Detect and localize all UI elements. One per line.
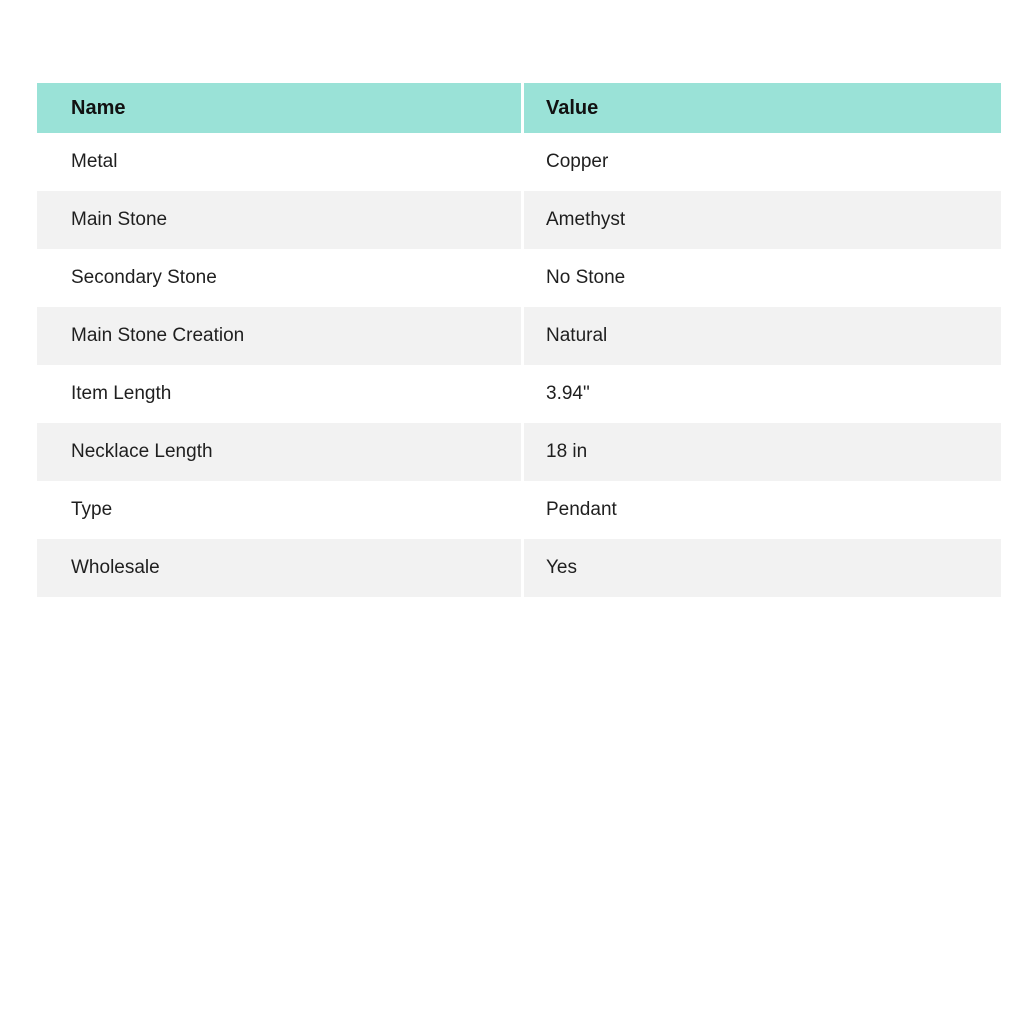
attribute-value-cell: [524, 539, 1001, 597]
attribute-name: Main Stone: [71, 209, 168, 230]
attribute-name: Type: [71, 499, 113, 520]
header-value-label: Value: [546, 96, 599, 119]
table-row: [37, 423, 1001, 481]
attribute-name-cell: [37, 365, 524, 423]
attribute-name-cell: [37, 423, 524, 481]
header-cell-value: [524, 83, 1001, 133]
attribute-value-cell: [524, 249, 1001, 307]
product-attributes-table: [37, 83, 1001, 597]
attribute-name-cell: [37, 191, 524, 249]
table-row: [37, 307, 1001, 365]
attribute-value: Amethyst: [546, 209, 626, 230]
attribute-value-cell: [524, 307, 1001, 365]
table-row: [37, 249, 1001, 307]
table-row: [37, 481, 1001, 539]
attribute-name: Item Length: [71, 383, 172, 404]
attribute-name-cell: [37, 481, 524, 539]
attribute-value: Natural: [546, 325, 608, 346]
attribute-value-cell: [524, 365, 1001, 423]
attribute-name: Main Stone Creation: [71, 325, 245, 346]
table-header-row: [37, 83, 1001, 133]
attribute-name-cell: [37, 539, 524, 597]
attribute-name: Wholesale: [71, 557, 160, 578]
attribute-name-cell: [37, 249, 524, 307]
attribute-value-cell: [524, 191, 1001, 249]
attribute-value-cell: [524, 481, 1001, 539]
attribute-value: Pendant: [546, 499, 617, 520]
attribute-name-cell: [37, 307, 524, 365]
attribute-value: 3.94": [546, 383, 590, 404]
table-row: [37, 133, 1001, 191]
header-cell-name: [37, 83, 524, 133]
header-name-label: Name: [71, 96, 126, 119]
attribute-value: Yes: [546, 557, 577, 578]
table-row: [37, 365, 1001, 423]
attribute-name: Metal: [71, 151, 118, 172]
attribute-value: No Stone: [546, 267, 626, 288]
attribute-value: 18 in: [546, 441, 588, 462]
table-row: [37, 539, 1001, 597]
attribute-name: Necklace Length: [71, 441, 213, 462]
attribute-value-cell: [524, 133, 1001, 191]
attribute-value-cell: [524, 423, 1001, 481]
attribute-name: Secondary Stone: [71, 267, 217, 288]
attribute-value: Copper: [546, 151, 609, 172]
table-row: [37, 191, 1001, 249]
attribute-name-cell: [37, 133, 524, 191]
